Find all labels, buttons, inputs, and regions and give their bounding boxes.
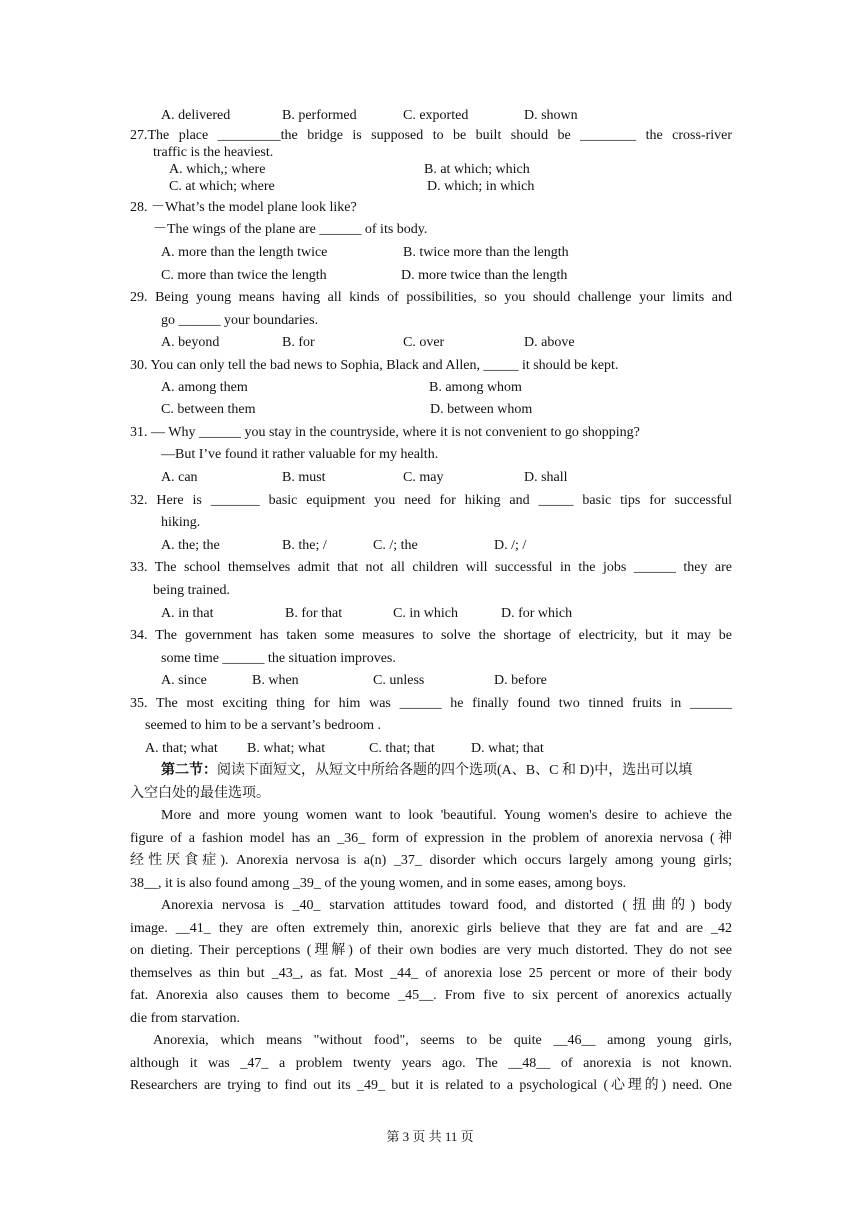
q33-option-d: D. for which bbox=[501, 606, 573, 621]
passage-p1-line2: figure of a fashion model has an _36_ form of expression in the problem of anorexia nervosa (神 bbox=[130, 831, 732, 846]
section2-instruction bbox=[161, 763, 732, 779]
q27-stem: 27.The place _________the bridge is supposed to be built should be ________ the cross-river bbox=[130, 128, 732, 143]
q33-option-b: B. for that bbox=[285, 606, 343, 621]
q32-option-b: B. the; / bbox=[282, 538, 327, 553]
passage-p3-line3: Researchers are trying to find out its _49_ but it is related to a psychological (心理的) need. One bbox=[130, 1078, 732, 1093]
q27-option-d: D. which; in which bbox=[427, 179, 535, 194]
q30-option-a: A. among them bbox=[161, 380, 248, 395]
q29-option-c: C. over bbox=[403, 335, 445, 350]
q32-option-c: C. /; the bbox=[373, 538, 418, 553]
q28-stem: 28. －What’s the model plane look like? bbox=[130, 200, 357, 215]
q35-option-c: C. that; that bbox=[369, 741, 435, 756]
q35-stem-cont: seemed to him to be a servant’s bedroom . bbox=[145, 718, 381, 733]
q26-option-b: B. performed bbox=[282, 108, 357, 123]
passage-p3-line2: although it was _47_ a problem twenty years ago. The __48__ of anorexia is not known. bbox=[130, 1056, 732, 1071]
section2-heading: 第二节： bbox=[161, 763, 217, 778]
q31-option-d: D. shall bbox=[524, 470, 568, 485]
q34-stem: 34. The government has taken some measures to solve the shortage of electricity, but it may be bbox=[130, 628, 732, 643]
q29-option-a: A. beyond bbox=[161, 335, 220, 350]
passage-p1-line4: 38__, it is also found among _39_ of the young women, and in some eases, among boys. bbox=[130, 876, 627, 891]
q31-stem: 31. — Why ______ you stay in the countryside, where it is not convenient to go shopping? bbox=[130, 425, 640, 440]
q26-option-d: D. shown bbox=[524, 108, 578, 123]
q32-option-d: D. /; / bbox=[494, 538, 527, 553]
q33-option-c: C. in which bbox=[393, 606, 458, 621]
q26-option-c: C. exported bbox=[403, 108, 469, 123]
passage-p2-line6: die from starvation. bbox=[130, 1011, 241, 1026]
q30-option-d: D. between whom bbox=[430, 402, 533, 417]
q34-option-c: C. unless bbox=[373, 673, 425, 688]
q31-option-c: C. may bbox=[403, 470, 444, 485]
passage-p2-line2: image. __41_ they are often extremely thin, anorexic girls believe that they are fat and are _42 bbox=[130, 921, 732, 936]
section2-instruction-cont: 入空白处的最佳选项。 bbox=[130, 786, 270, 801]
q35-option-a: A. that; what bbox=[145, 741, 218, 756]
q33-stem-cont: being trained. bbox=[153, 583, 230, 598]
q26-option-a: A. delivered bbox=[161, 108, 231, 123]
q34-stem-cont: some time ______ the situation improves. bbox=[161, 651, 396, 666]
q28-option-d: D. more twice than the length bbox=[401, 268, 568, 283]
q28-option-b: B. twice more than the length bbox=[403, 245, 569, 260]
q28-option-a: A. more than the length twice bbox=[161, 245, 328, 260]
q30-option-b: B. among whom bbox=[429, 380, 522, 395]
q27-option-a: A. which,; where bbox=[169, 162, 266, 177]
q35-option-d: D. what; that bbox=[471, 741, 544, 756]
q29-option-d: D. above bbox=[524, 335, 575, 350]
q35-option-b: B. what; what bbox=[247, 741, 326, 756]
q28-stem-cont: －The wings of the plane are ______ of its body. bbox=[153, 222, 428, 237]
q33-option-a: A. in that bbox=[161, 606, 214, 621]
passage-p2-line5: fat. Anorexia also causes them to become _45__. From five to six percent of anorexics actually bbox=[130, 988, 732, 1003]
q34-option-a: A. since bbox=[161, 673, 207, 688]
q29-stem: 29. Being young means having all kinds of possibilities, so you should challenge your limits and bbox=[130, 290, 732, 305]
q34-option-d: D. before bbox=[494, 673, 547, 688]
q31-option-a: A. can bbox=[161, 470, 198, 485]
q29-option-b: B. for bbox=[282, 335, 315, 350]
q32-stem-cont: hiking. bbox=[161, 515, 201, 530]
passage-p1-line3: 经性厌食症). Anorexia nervosa is a(n) _37_ disorder which occurs largely among young girls; bbox=[130, 853, 732, 868]
passage-p3-line1: Anorexia, which means "without food", seems to be quite __46__ among young girls, bbox=[153, 1033, 732, 1048]
q32-option-a: A. the; the bbox=[161, 538, 220, 553]
passage-p1-line1: More and more young women want to look 'beautiful. Young women's desire to achieve the bbox=[161, 808, 732, 823]
passage-p2-line4: themselves as thin but _43_, as fat. Most _44_ of anorexia lose 25 percent or more of their body bbox=[130, 966, 732, 981]
section2-instruction-text: 阅读下面短文，从短文中所给各题的四个选项(A、B、C 和 D)中，选出可以填 bbox=[217, 763, 693, 778]
q27-stem-cont: traffic is the heaviest. bbox=[153, 145, 274, 160]
q32-stem: 32. Here is _______ basic equipment you need for hiking and _____ basic tips for successful bbox=[130, 493, 732, 508]
q27-option-c: C. at which; where bbox=[169, 179, 275, 194]
q28-option-c: C. more than twice the length bbox=[161, 268, 327, 283]
q33-stem: 33. The school themselves admit that not all children will successful in the jobs ______ they are bbox=[130, 560, 732, 575]
q34-option-b: B. when bbox=[252, 673, 299, 688]
q31-option-b: B. must bbox=[282, 470, 326, 485]
q31-stem-cont: —But I’ve found it rather valuable for my health. bbox=[161, 447, 439, 462]
q35-stem: 35. The most exciting thing for him was ______ he finally found two tinned fruits in ______ bbox=[130, 696, 732, 711]
passage-p2-line3: on dieting. Their perceptions (理解) of their own bodies are very much distorted. They do not see bbox=[130, 943, 732, 958]
q30-option-c: C. between them bbox=[161, 402, 256, 417]
q30-stem: 30. You can only tell the bad news to Sophia, Black and Allen, _____ it should be kept. bbox=[130, 358, 619, 373]
page-footer: 第 3 页 共 11 页 bbox=[386, 1129, 474, 1144]
passage-p2-line1: Anorexia nervosa is _40_ starvation attitudes toward food, and distorted (扭曲的) body bbox=[161, 898, 732, 913]
q29-stem-cont: go ______ your boundaries. bbox=[161, 313, 319, 328]
q27-option-b: B. at which; which bbox=[424, 162, 530, 177]
